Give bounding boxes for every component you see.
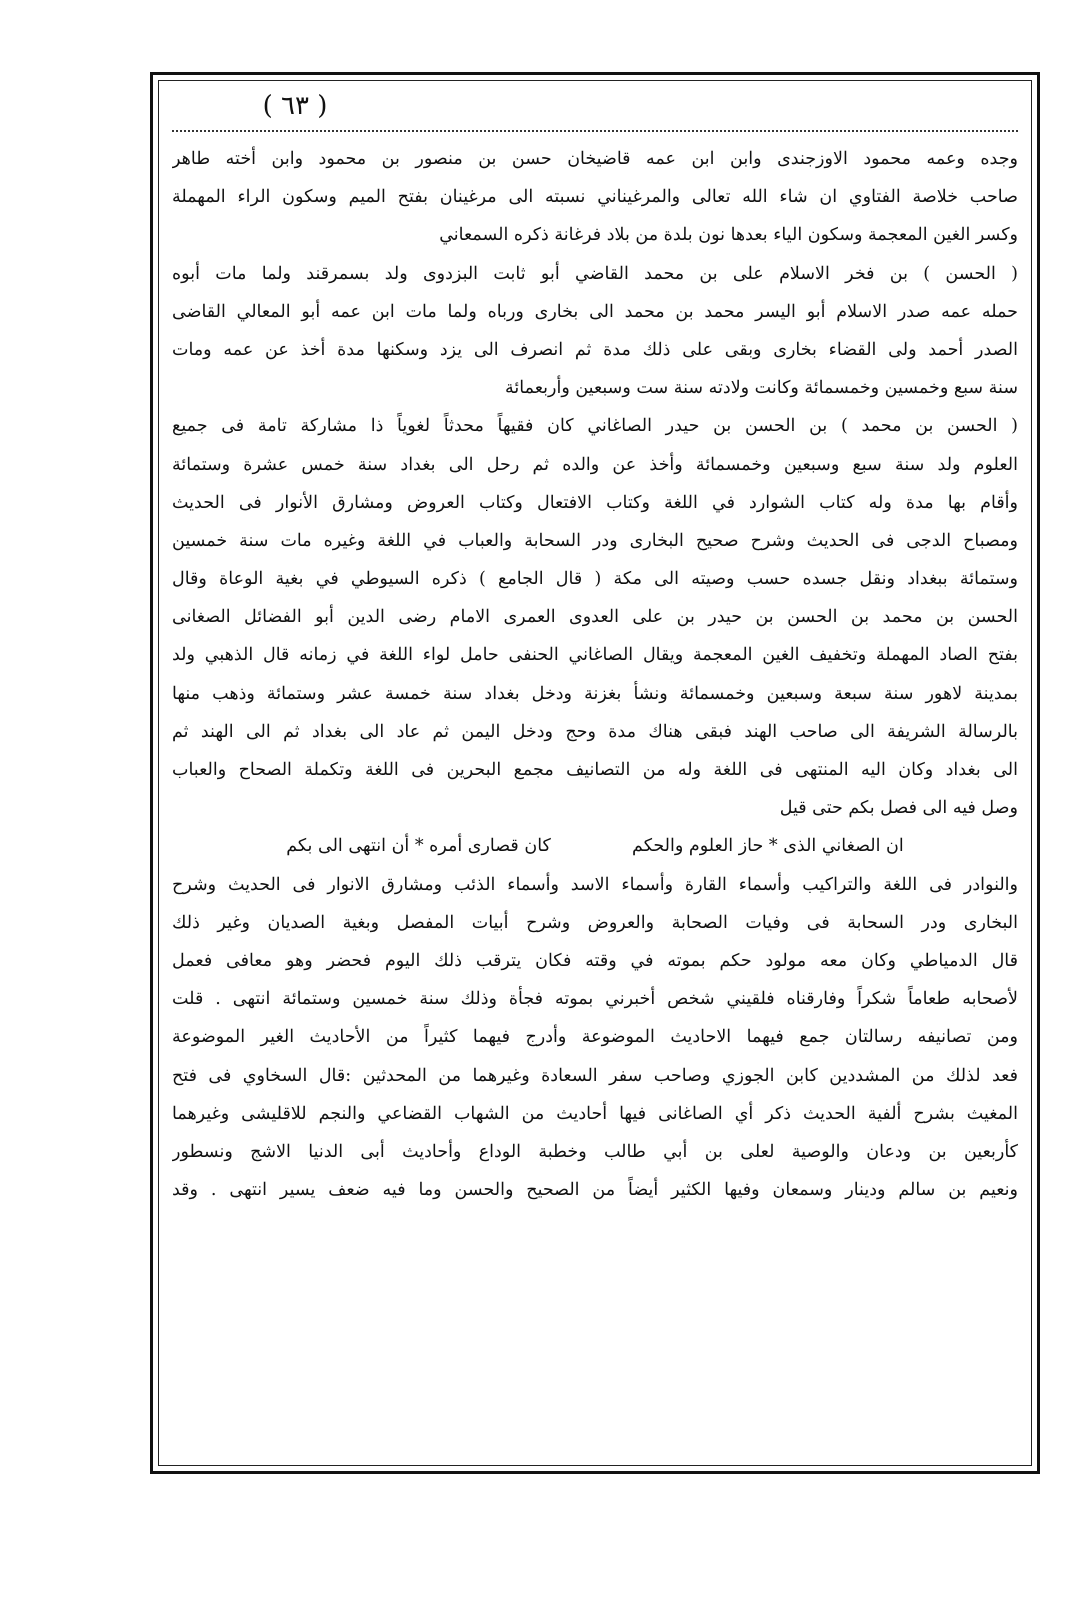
text-line: الصدر أحمد ولى القضاء بخارى وبقى على ذلك مدة ثم انصرف الى يزد وسكنها مدة أخذ عن عمه ومات: [172, 339, 1018, 360]
text-line: ونعيم بن سالم ودينار وسمعان وفيها الكثير أيضاً من الصحيح والحسن وما فيه ضعف يسير انتهى . وقد: [172, 1180, 1018, 1201]
text-line: بمدينة لاهور سنة سبعة وسبعين وخمسمائة ونشأ بغزنة ودخل بغداد سنة خمسة عشر وستمائة وذهب منها: [172, 683, 1018, 704]
text-line: الى بغداد وكان اليه المنتهى فى اللغة وله من التصانيف مجمع البحرين فى اللغة وتكملة الصحاح والعباب: [172, 760, 1018, 780]
text-line: وصل فيه الى فصل بكم حتى قيل: [779, 798, 1018, 819]
verse-hemistich-second: كان قصارى أمره * أن انتهى الى بكم: [286, 836, 551, 857]
text-line: صاحب خلاصة الفتاوي ان شاء الله تعالى والمرغيناني نسبته الى مرغينان بفتح الميم وسكون الراء المهملة: [172, 187, 1018, 208]
text-line: قال الدمياطي وكان معه مولود حكم بموته في وقته فكان يترقب ذلك اليوم فحضر وهو معافى فعمل: [172, 950, 1018, 971]
text-line: الحسن بن محمد بن الحسن بن حيدر بن على العدوى العمرى الامام رضى الدين أبو الفضائل الصغانى: [172, 607, 1018, 628]
text-line: حمله عمه صدر الاسلام أبو اليسر محمد بن محمد الى بخارى ورباه ولما مات ابن عمه أبو المعالي القاضى: [172, 301, 1018, 322]
text-line: لأصحابه طعاماً شكراً وفارقناه فلقيني شخص أخبرني بموته فجأة وذلك سنة خمسين وستمائة انتهى . قلت: [172, 989, 1018, 1010]
text-line: بفتح الصاد المهملة وتخفيف الغين المعجمة ويقال الصاغاني الحنفى حامل لواء اللغة في زمانه قال الذهبي ولد: [172, 645, 1018, 666]
text-line: كأربعين بن ودعان والوصية لعلى بن أبي طالب وخطبة الوداع وأحاديث أبى الدنيا الاشج ونسطور: [172, 1141, 1018, 1162]
poem-verse: [172, 827, 1018, 865]
text-line: والنوادر فى اللغة والتراكيب وأسماء القارة وأسماء الاسد وأسماء الذئب ومشارق الانوار فى الحديث وشرح: [172, 874, 1018, 895]
text-line: وستمائة ببغداد ونقل جسده حسب وصيته الى مكة ( قال الجامع ) ذكره السيوطي في بغية الوعاة وقال: [172, 569, 1018, 590]
header-divider: [172, 130, 1018, 132]
text-line: ومن تصانيفه رسالتان جمع فيهما الاحاديث الموضوعة وأدرج فيهما كثيراً من الأحاديث الغير الموضوعة: [172, 1027, 1018, 1048]
text-line: سنة سبع وخمسين وخمسمائة وكانت ولادته سنة ست وسبعين وأربعمائة: [505, 378, 1018, 399]
text-line: وأقام بها مدة وله كتاب الشوارد في اللغة وكتاب الافتعال وكتاب العروض ومشارق الأنوار فى الحديث: [172, 492, 1018, 513]
body-text: [172, 140, 1018, 1209]
text-line: وجده وعمه محمود الاوزجندى وابن ابن عمه قاضيخان حسن بن منصور بن محمود وابن أخته طاهر: [172, 149, 1018, 169]
text-line: البخارى ودر السحابة فى وفيات الصحابة والعروض وشرح أبيات المفصل وبغية الصديان وغير ذلك: [172, 912, 1018, 933]
text-line: ومصباح الدجى فى الحديث وشرح صحيح البخارى ودر السحابة والعباب في اللغة وغيره مات سنة خمسين: [172, 530, 1018, 551]
verse-hemistich-first: ان الصغاني الذى * حاز العلوم والحكم: [632, 836, 904, 857]
page-number: ( ٦٣ ): [262, 91, 328, 121]
text-line: العلوم ولد سنة سبع وسبعين وخمسمائة وأخذ عن والده ثم رحل الى بغداد سنة خمس عشرة وستمائة: [172, 454, 1018, 475]
text-line: وكسر الغين المعجمة وسكون الياء بعدها نون بلدة من بلاد فرغانة ذكره السمعاني: [439, 225, 1018, 246]
text-line: المغيث بشرح ألفية الحديث ذكر أي الصاغانى فيها أحاديث من الشهاب القضاعي والنجم للاقليشى وغيرهما: [172, 1103, 1018, 1124]
text-line: فعد لذلك من المشددين كابن الجوزي وصاحب سفر السعادة وغيرهما من المحدثين :قال السخاوي فى فتح: [172, 1065, 1018, 1086]
text-line: بالرسالة الشريفة الى صاحب الهند فبقى هناك مدة وحج ودخل اليمن ثم عاد الى بغداد ثم الى الهند ثم: [172, 721, 1018, 742]
text-line: ( الحسن بن محمد ) بن الحسن بن حيدر الصاغاني كان فقيهاً محدثاً لغوياً ذا مشاركة تامة فى جميع: [172, 416, 1018, 437]
text-line: ( الحسن ) بن فخر الاسلام على بن محمد القاضي أبو ثابت البزدوى ولد بسمرقند ولما مات أبوه: [172, 263, 1018, 284]
